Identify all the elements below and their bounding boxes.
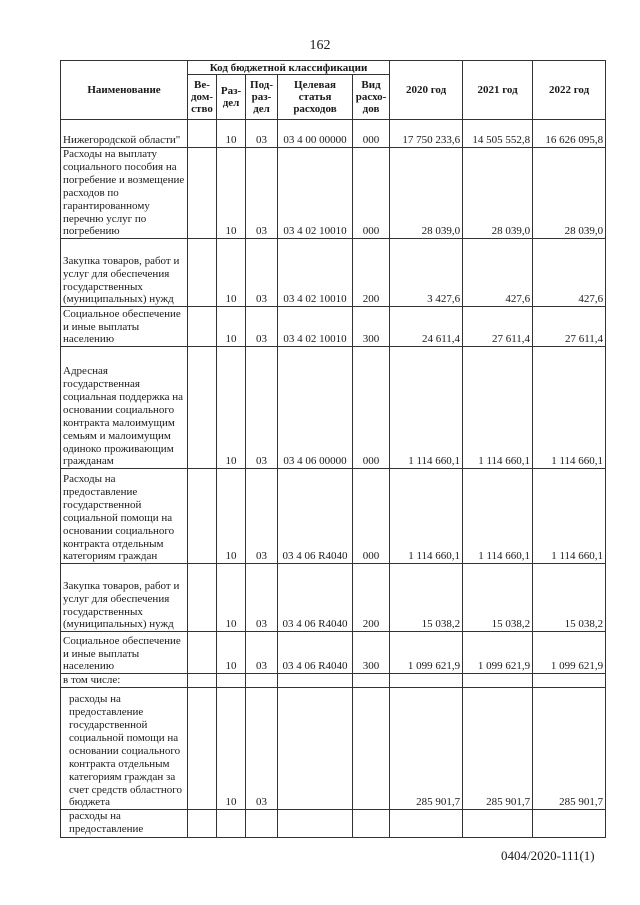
row-vedomstvo	[188, 564, 217, 632]
row-value-2022: 427,6	[533, 239, 606, 307]
row-value-2022: 1 099 621,9	[533, 632, 606, 674]
row-name: Адресная государственная социальная поддержка на основании социального контракта малоимущим семьям и малоимущим одиноко проживающим гражданам	[61, 347, 188, 469]
row-razdel: 10	[217, 120, 246, 148]
row-name: Социальное обеспечение и иные выплаты населению	[61, 632, 188, 674]
row-value-2020: 15 038,2	[390, 564, 463, 632]
row-podrazdel: 03	[246, 347, 278, 469]
row-value-2020: 3 427,6	[390, 239, 463, 307]
row-razdel	[217, 674, 246, 688]
header-razdel: Раз-дел	[217, 75, 246, 120]
row-vedomstvo	[188, 688, 217, 810]
row-expense-type: 000	[353, 148, 390, 239]
row-value-2022: 28 039,0	[533, 148, 606, 239]
table-row	[61, 674, 606, 688]
row-expense-type	[353, 688, 390, 810]
row-value-2020: 1 099 621,9	[390, 632, 463, 674]
row-podrazdel: 03	[246, 564, 278, 632]
row-name: расходы на предоставление	[61, 810, 188, 838]
row-razdel: 10	[217, 632, 246, 674]
row-name: Расходы на выплату социального пособия на погребение и возмещение расходов по гарантированному перечню услуг по погребению	[61, 148, 188, 239]
row-razdel: 10	[217, 564, 246, 632]
row-value-2021	[463, 674, 533, 688]
row-value-2020: 24 611,4	[390, 307, 463, 347]
row-razdel: 10	[217, 239, 246, 307]
row-name: Социальное обеспечение и иные выплаты населению	[61, 307, 188, 347]
header-name: Наименование	[61, 61, 188, 120]
header-expense-type: Вид расхо-дов	[353, 75, 390, 120]
row-expense-type: 300	[353, 307, 390, 347]
table-row	[61, 148, 606, 239]
row-value-2020	[390, 810, 463, 838]
row-value-2020: 28 039,0	[390, 148, 463, 239]
row-name: Закупка товаров, работ и услуг для обеспечения государственных (муниципальных) нужд	[61, 239, 188, 307]
row-value-2022: 15 038,2	[533, 564, 606, 632]
row-razdel: 10	[217, 307, 246, 347]
row-vedomstvo	[188, 239, 217, 307]
row-podrazdel	[246, 674, 278, 688]
row-vedomstvo	[188, 674, 217, 688]
row-value-2022	[533, 674, 606, 688]
row-expense-type: 000	[353, 347, 390, 469]
row-value-2022: 1 114 660,1	[533, 469, 606, 564]
table-row	[61, 307, 606, 347]
row-vedomstvo	[188, 469, 217, 564]
row-target-article: 03 4 06 R4040	[278, 469, 353, 564]
header-year-2022: 2022 год	[533, 61, 606, 120]
header-code-group: Код бюджетной классификации	[188, 61, 390, 75]
row-razdel: 10	[217, 148, 246, 239]
row-vedomstvo	[188, 307, 217, 347]
row-razdel: 10	[217, 688, 246, 810]
row-value-2020: 17 750 233,6	[390, 120, 463, 148]
row-value-2020	[390, 674, 463, 688]
row-name: Расходы на предоставление государственной социальной помощи на основании социального контракта отдельным категориям граждан	[61, 469, 188, 564]
table-row	[61, 688, 606, 810]
row-target-article: 03 4 06 R4040	[278, 564, 353, 632]
header-year-2020: 2020 год	[390, 61, 463, 120]
row-value-2020: 285 901,7	[390, 688, 463, 810]
row-value-2021: 15 038,2	[463, 564, 533, 632]
table-row	[61, 564, 606, 632]
row-value-2021: 1 099 621,9	[463, 632, 533, 674]
header-year-2021: 2021 год	[463, 61, 533, 120]
row-razdel	[217, 810, 246, 838]
row-podrazdel: 03	[246, 148, 278, 239]
row-target-article: 03 4 02 10010	[278, 239, 353, 307]
row-vedomstvo	[188, 347, 217, 469]
row-target-article	[278, 688, 353, 810]
row-expense-type: 000	[353, 120, 390, 148]
header-target-article: Целевая статья расходов	[278, 75, 353, 120]
row-value-2021: 1 114 660,1	[463, 347, 533, 469]
row-value-2022: 285 901,7	[533, 688, 606, 810]
row-podrazdel: 03	[246, 688, 278, 810]
row-podrazdel: 03	[246, 469, 278, 564]
table-row	[61, 120, 606, 148]
header-vedomstvo: Ве-дом-ство	[188, 75, 217, 120]
row-expense-type: 200	[353, 564, 390, 632]
row-vedomstvo	[188, 120, 217, 148]
row-podrazdel	[246, 810, 278, 838]
row-value-2022: 1 114 660,1	[533, 347, 606, 469]
table-row	[61, 469, 606, 564]
row-value-2021: 285 901,7	[463, 688, 533, 810]
row-value-2020: 1 114 660,1	[390, 469, 463, 564]
row-target-article: 03 4 00 00000	[278, 120, 353, 148]
row-expense-type	[353, 674, 390, 688]
table-row	[61, 810, 606, 838]
row-expense-type: 000	[353, 469, 390, 564]
row-target-article: 03 4 06 00000	[278, 347, 353, 469]
row-vedomstvo	[188, 810, 217, 838]
row-target-article: 03 4 06 R4040	[278, 632, 353, 674]
row-name: в том числе:	[61, 674, 188, 688]
row-podrazdel: 03	[246, 307, 278, 347]
row-name: Закупка товаров, работ и услуг для обеспечения государственных (муниципальных) нужд	[61, 564, 188, 632]
row-value-2022: 27 611,4	[533, 307, 606, 347]
row-target-article	[278, 810, 353, 838]
row-target-article: 03 4 02 10010	[278, 307, 353, 347]
row-expense-type	[353, 810, 390, 838]
row-name: Нижегородской области"	[61, 120, 188, 148]
row-expense-type: 300	[353, 632, 390, 674]
row-name: расходы на предоставление государственной социальной помощи на основании социального контракта отдельным категориям граждан за счет средств областного бюджета	[61, 688, 188, 810]
table-row	[61, 632, 606, 674]
document-code: 0404/2020-111(1)	[501, 848, 595, 863]
row-value-2022	[533, 810, 606, 838]
row-value-2021: 427,6	[463, 239, 533, 307]
table-row	[61, 347, 606, 469]
header-podrazdel: Под-раз-дел	[246, 75, 278, 120]
row-value-2021: 27 611,4	[463, 307, 533, 347]
row-value-2021: 14 505 552,8	[463, 120, 533, 148]
budget-table	[60, 60, 606, 838]
row-razdel: 10	[217, 469, 246, 564]
row-value-2021: 28 039,0	[463, 148, 533, 239]
row-podrazdel: 03	[246, 239, 278, 307]
row-vedomstvo	[188, 148, 217, 239]
row-value-2020: 1 114 660,1	[390, 347, 463, 469]
row-podrazdel: 03	[246, 632, 278, 674]
row-target-article: 03 4 02 10010	[278, 148, 353, 239]
page-number: 162	[309, 38, 331, 53]
row-podrazdel: 03	[246, 120, 278, 148]
table-row	[61, 239, 606, 307]
row-razdel: 10	[217, 347, 246, 469]
row-expense-type: 200	[353, 239, 390, 307]
row-value-2021	[463, 810, 533, 838]
row-vedomstvo	[188, 632, 217, 674]
row-value-2022: 16 626 095,8	[533, 120, 606, 148]
row-target-article	[278, 674, 353, 688]
row-value-2021: 1 114 660,1	[463, 469, 533, 564]
